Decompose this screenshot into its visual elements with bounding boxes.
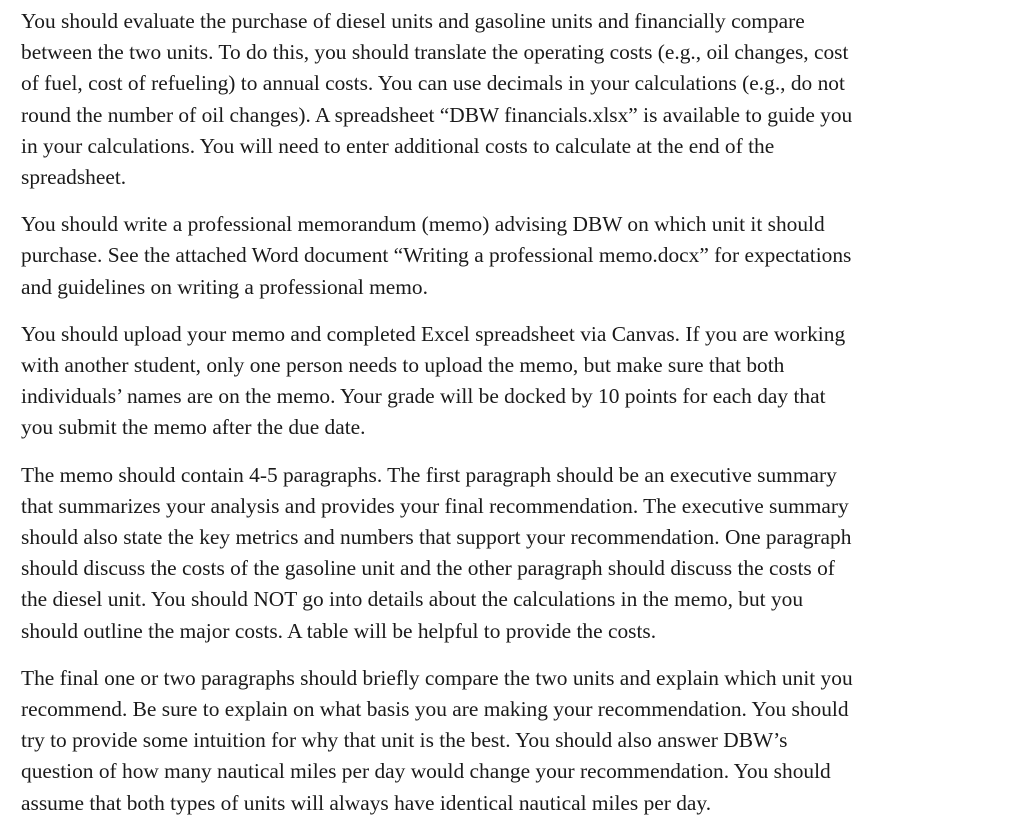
text-line: You should write a professional memorandum (memo) advising DBW on which unit it should	[21, 212, 825, 237]
text-line: in your calculations. You will need to enter additional costs to calculate at the end of the	[21, 133, 775, 158]
text-line: individuals’ names are on the memo. Your grade will be docked by 10 points for each day that	[21, 384, 826, 409]
text-line: question of how many nautical miles per day would change your recommendation. You should	[21, 759, 831, 784]
text-line: The memo should contain 4-5 paragraphs. The first paragraph should be an executive summary	[21, 462, 837, 487]
text-line: the diesel unit. You should NOT go into details about the calculations in the memo, but you	[21, 587, 804, 612]
text-line: that summarizes your analysis and provides your final recommendation. The executive summary	[21, 493, 849, 518]
paragraph-evaluate-purchase	[21, 6, 1006, 193]
paragraph-upload-memo	[21, 319, 1006, 444]
text-line: and guidelines on writing a professional memo.	[21, 274, 428, 299]
text-line: recommend. Be sure to explain on what basis you are making your recommendation. You should	[21, 697, 849, 722]
paragraph-memo-structure	[21, 460, 1006, 647]
text-line: should discuss the costs of the gasoline unit and the other paragraph should discuss the costs of	[21, 556, 835, 581]
text-line: should outline the major costs. A table will be helpful to provide the costs.	[21, 618, 657, 643]
text-line: You should evaluate the purchase of diesel units and gasoline units and financially compare	[21, 9, 805, 33]
text-line: round the number of oil changes). A spreadsheet “DBW financials.xlsx” is available to guide you	[21, 102, 853, 127]
text-line: assume that both types of units will always have identical nautical miles per day.	[21, 790, 712, 815]
text-line: try to provide some intuition for why that unit is the best. You should also answer DBW’s	[21, 728, 788, 753]
text-line: The final one or two paragraphs should briefly compare the two units and explain which unit you	[21, 665, 853, 690]
text-line: spreadsheet.	[21, 165, 127, 190]
text-line: You should upload your memo and completed Excel spreadsheet via Canvas. If you are working	[21, 321, 846, 346]
text-line: purchase. See the attached Word document “Writing a professional memo.docx” for expectations	[21, 243, 852, 268]
text-line: of fuel, cost of refueling) to annual costs. You can use decimals in your calculations (e.g., do not	[21, 71, 845, 96]
paragraph-final-comparison	[21, 663, 1006, 819]
text-line: with another student, only one person needs to upload the memo, but make sure that both	[21, 353, 785, 378]
text-line: you submit the memo after the due date.	[21, 415, 366, 440]
text-line: between the two units. To do this, you should translate the operating costs (e.g., oil changes, cost	[21, 40, 849, 65]
paragraph-write-memo	[21, 209, 1006, 303]
text-line: should also state the key metrics and numbers that support your recommendation. One paragraph	[21, 525, 852, 550]
